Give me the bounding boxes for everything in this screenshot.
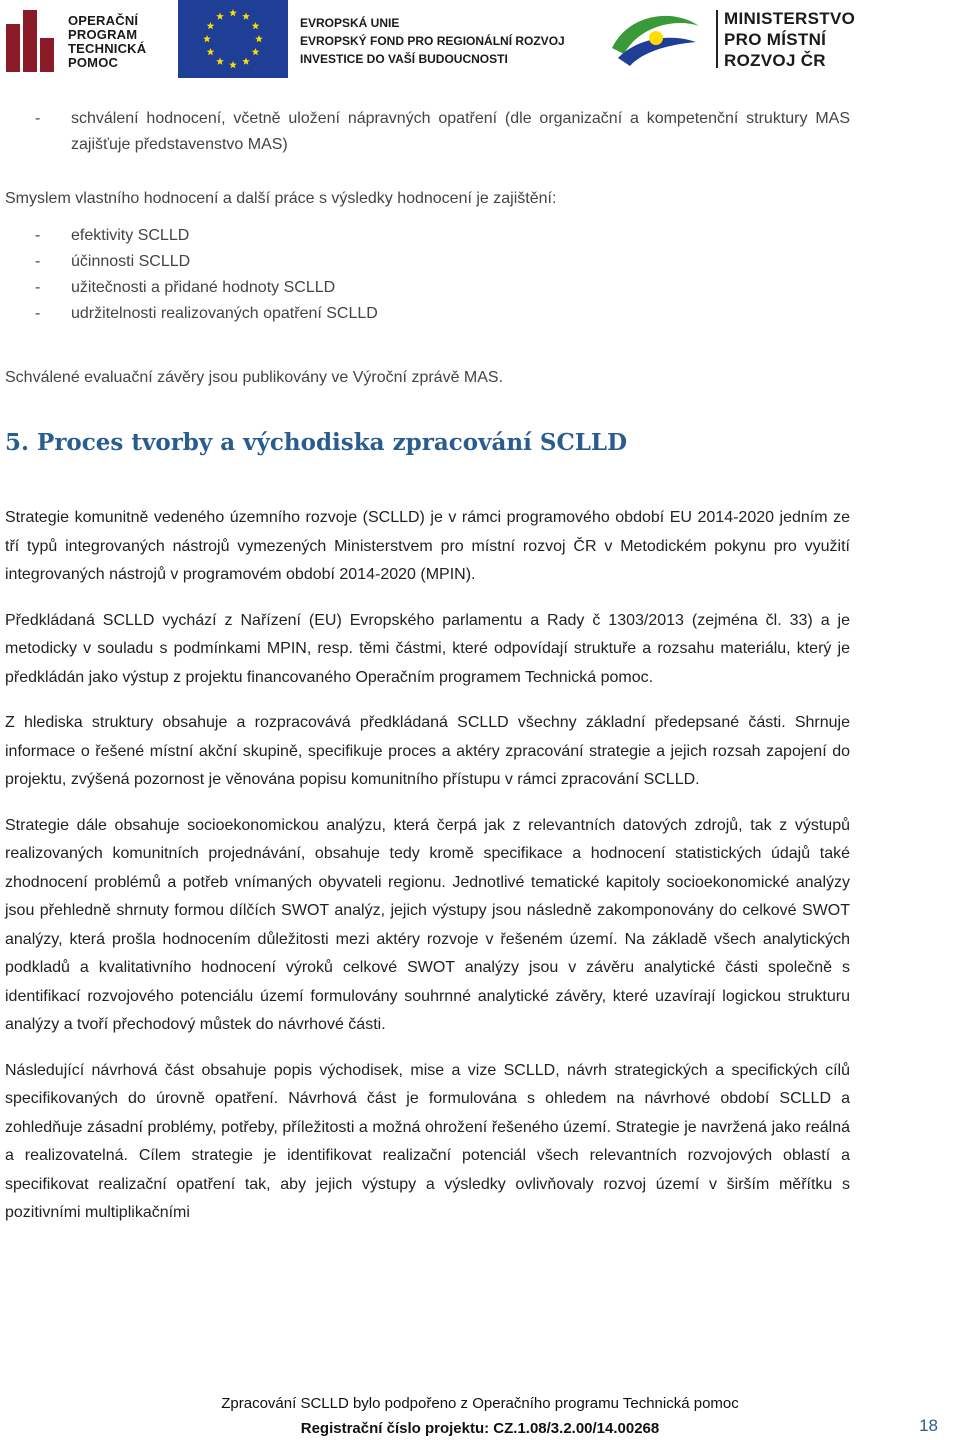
- document-body: [5, 106, 850, 1228]
- page-number: 18: [919, 1416, 938, 1435]
- paragraph: Předkládaná SCLLD vychází z Nařízení (EU) Evropského parlamentu a Rady č 1303/2013 (zejména čl. 33) a je metodicky v souladu s podmínkami MPIN, resp. těmi částmi, které odpovídají struktuře a rozsahu materiálu, který je předkládán jako výstup z projektu financovaného Operačním programem Technická pomoc.: [5, 611, 850, 686]
- optp-logo-mark: [6, 10, 54, 72]
- intro-list-item: - schválení hodnocení, včetně uložení nápravných opatření (dle organizační a kompetenční struktury MAS zajišťuje představenstvo MAS): [5, 106, 850, 158]
- paragraph: Strategie komunitně vedeného územního rozvoje (SCLLD) je v rámci programového období EU 2014-2020 jedním ze tří typů integrovaných nástrojů vymezených Ministerstvem pro místní rozvoj ČR v Metodickém pokynu pro využití integrovaných nástrojů v programovém období 2014-2020 (MPIN).: [5, 509, 850, 583]
- mmr-logo-divider: [716, 10, 718, 68]
- paragraph: Následující návrhová část obsahuje popis východisek, mise a vize SCLLD, návrh strategických a specifických cílů specifikovaných do úrovně opatření. Návrhová část je formulována s ohledem na návrhové období SCLLD a zohledňuje zásadní problémy, potřeby, příležitosti a možná ohrožení řešeného území. Strategie je navržená jako reálná a realizovatelná. Cílem strategie je identifikovat realizační potenciál všech relevantních rozvojových oblastí a specifikovat realizační opatření tak, aby jejich výstupy a výsledky ovlivňovaly rozvoj území v širším měřítku s pozitivními multiplikačními: [5, 1061, 850, 1221]
- footer-line: Zpracování SCLLD bylo podpořeno z Operačního programu Technická pomoc: [221, 1395, 739, 1412]
- eu-flag-icon: [178, 0, 288, 78]
- optp-logo: [0, 0, 165, 80]
- purpose-list-item: - efektivity SCLLD: [5, 223, 850, 249]
- purpose-list-item: - účinnosti SCLLD: [5, 249, 850, 275]
- purpose-line: Smyslem vlastního hodnocení a další práce s výsledky hodnocení je zajištění:: [5, 190, 557, 207]
- mmr-logo: [600, 0, 960, 80]
- purpose-list-item: - udržitelnosti realizovaných opatření SCLLD: [5, 301, 850, 327]
- optp-logo-text: OPERAČNÍ PROGRAM TECHNICKÁ POMOC: [68, 13, 147, 70]
- mmr-logo-text: MINISTERSTVO PRO MÍSTNÍ ROZVOJ ČR: [724, 9, 856, 70]
- eu-logo: [178, 0, 565, 80]
- section-heading: 5. Proces tvorby a východiska zpracování SCLLD: [5, 429, 628, 456]
- mmr-emblem-icon: [604, 8, 704, 68]
- eu-logo-text: EVROPSKÁ UNIE EVROPSKÝ FOND PRO REGIONÁLNÍ ROZVOJ INVESTICE DO VAŠÍ BUDOUCNOSTI: [300, 16, 565, 66]
- logo-header: [0, 0, 960, 82]
- paragraph: Z hlediska struktury obsahuje a rozpracovává předkládaná SCLLD všechny základní předepsané části. Shrnuje informace o řešené místní akční skupině, specifikuje proces a aktéry zpracování strategie a jejich rozsah zapojení do projektu, zvýšená pozornost je věnována popisu komunitního přístupu v rámci zpracování SCLLD.: [5, 714, 850, 788]
- footer-registration: Registrační číslo projektu: CZ.1.08/3.2.00/14.00268: [300, 1420, 660, 1437]
- approved-line: Schválené evaluační závěry jsou publikovány ve Výroční zprávě MAS.: [5, 369, 504, 386]
- paragraph: Strategie dále obsahuje socioekonomickou analýzu, která čerpá jak z relevantních datových zdrojů, tak z výstupů realizovaných komunitních projednávání, obsahuje tedy kromě specifikace a hodnocení statistických údajů také zhodnocení problémů a potřeb vnímaných obyvateli regionu. Jednotlivé tematické kapitoly socioekonomické analýzy jsou přehledně shrnuty formou dílčích SWOT analýz, jejich výstupy jsou následně zakomponovány do celkové SWOT analýzy, která prošla hodnocením důležitosti mezi aktéry rozvoje v řešeném území. Na základě všech analytických podkladů a kvalitativního hodnocení výroků celkové SWOT analýzy jsou v závěru analytické části společně s identifikací rozvojového potenciálu území formulovány souhrnné analytické závěry, které uzavírají logickou strukturu analýzy a tvoří přechodový můstek do návrhové části.: [5, 816, 850, 1033]
- purpose-list: [5, 223, 850, 327]
- purpose-list-item: - užitečnosti a přidané hodnoty SCLLD: [5, 275, 850, 301]
